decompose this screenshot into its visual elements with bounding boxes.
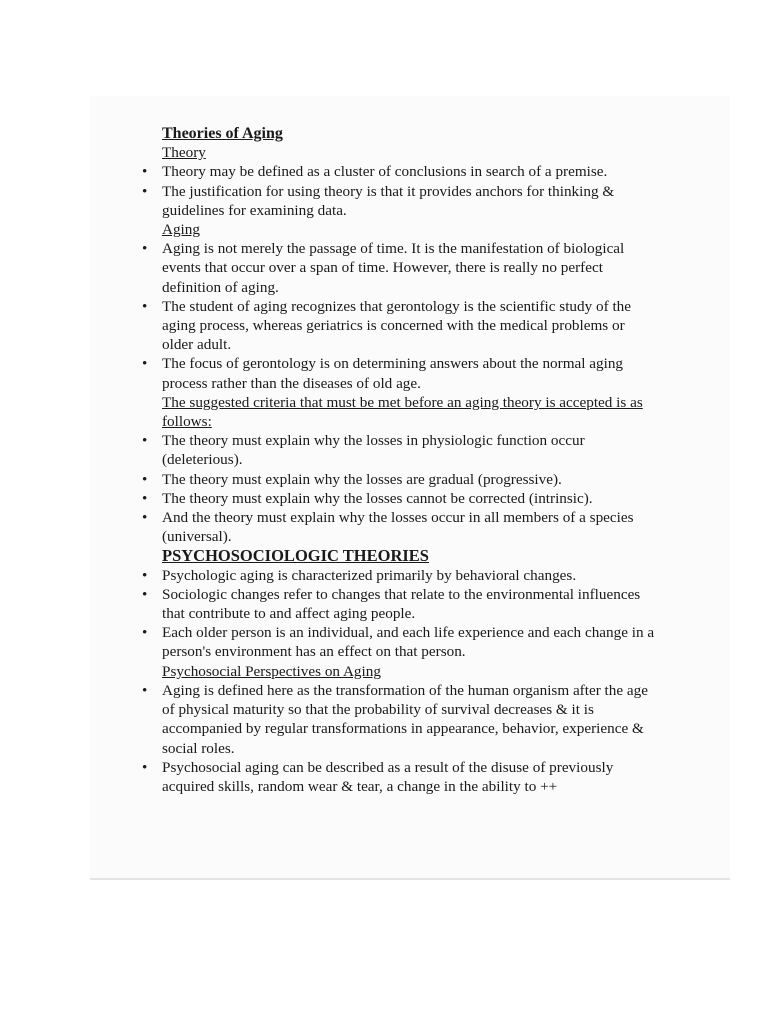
list-item: • And the theory must explain why the losses occur in all members of a species (universal). (142, 509, 634, 546)
section-heading-psychosociologic: PSYCHOSOCIOLOGIC THEORIES (162, 546, 429, 566)
document-body (138, 124, 658, 796)
list-item: • The justification for using theory is that it provides anchors for thinking & guidelines for examining data. (142, 182, 615, 219)
document-title: Theories of Aging (162, 125, 283, 142)
section-heading-aging: Aging (162, 221, 200, 239)
list-item: • Each older person is an individual, and each life experience and each change in a person's environment has an effect on that person. (142, 624, 655, 661)
list-item: • Aging is defined here as the transformation of the human organism after the age of physical maturity so that the probability of survival decreases & it is accompanied by regular transformations in appearance, behavior, experience & social roles. (142, 681, 648, 757)
list-item: • Psychosocial aging can be described as a result of the disuse of previously acquired skills, random wear & tear, a change in the ability to ++ (142, 758, 614, 795)
page-divider (90, 878, 730, 880)
section-heading-criteria: The suggested criteria that must be met before an aging theory is accepted is as follows: (162, 393, 643, 431)
section-heading-perspectives: Psychosocial Perspectives on Aging (162, 662, 381, 680)
section-heading-theory: Theory (162, 144, 206, 162)
list-item: • The focus of gerontology is on determining answers about the normal aging process rather than the diseases of old age. (142, 355, 624, 392)
list-item: • Aging is not merely the passage of time. It is the manifestation of biological events that occur over a span of time. However, there is really no perfect definition of aging. (142, 240, 625, 296)
list-item: • The theory must explain why the losses in physiologic function occur (deleterious). (142, 432, 585, 469)
list-item: • The student of aging recognizes that gerontology is the scientific study of the aging process, whereas geriatrics is concerned with the medical problems or older adult. (142, 297, 632, 354)
list-item: • Psychologic aging is characterized primarily by behavioral changes. (142, 566, 577, 584)
list-item: • The theory must explain why the losses are gradual (progressive). (142, 470, 562, 488)
list-item: • Sociologic changes refer to changes that relate to the environmental influences that contribute to and affect aging people. (142, 585, 641, 623)
list-item: • The theory must explain why the losses cannot be corrected (intrinsic). (142, 489, 593, 507)
list-item: • Theory may be defined as a cluster of conclusions in search of a premise. (142, 163, 608, 181)
